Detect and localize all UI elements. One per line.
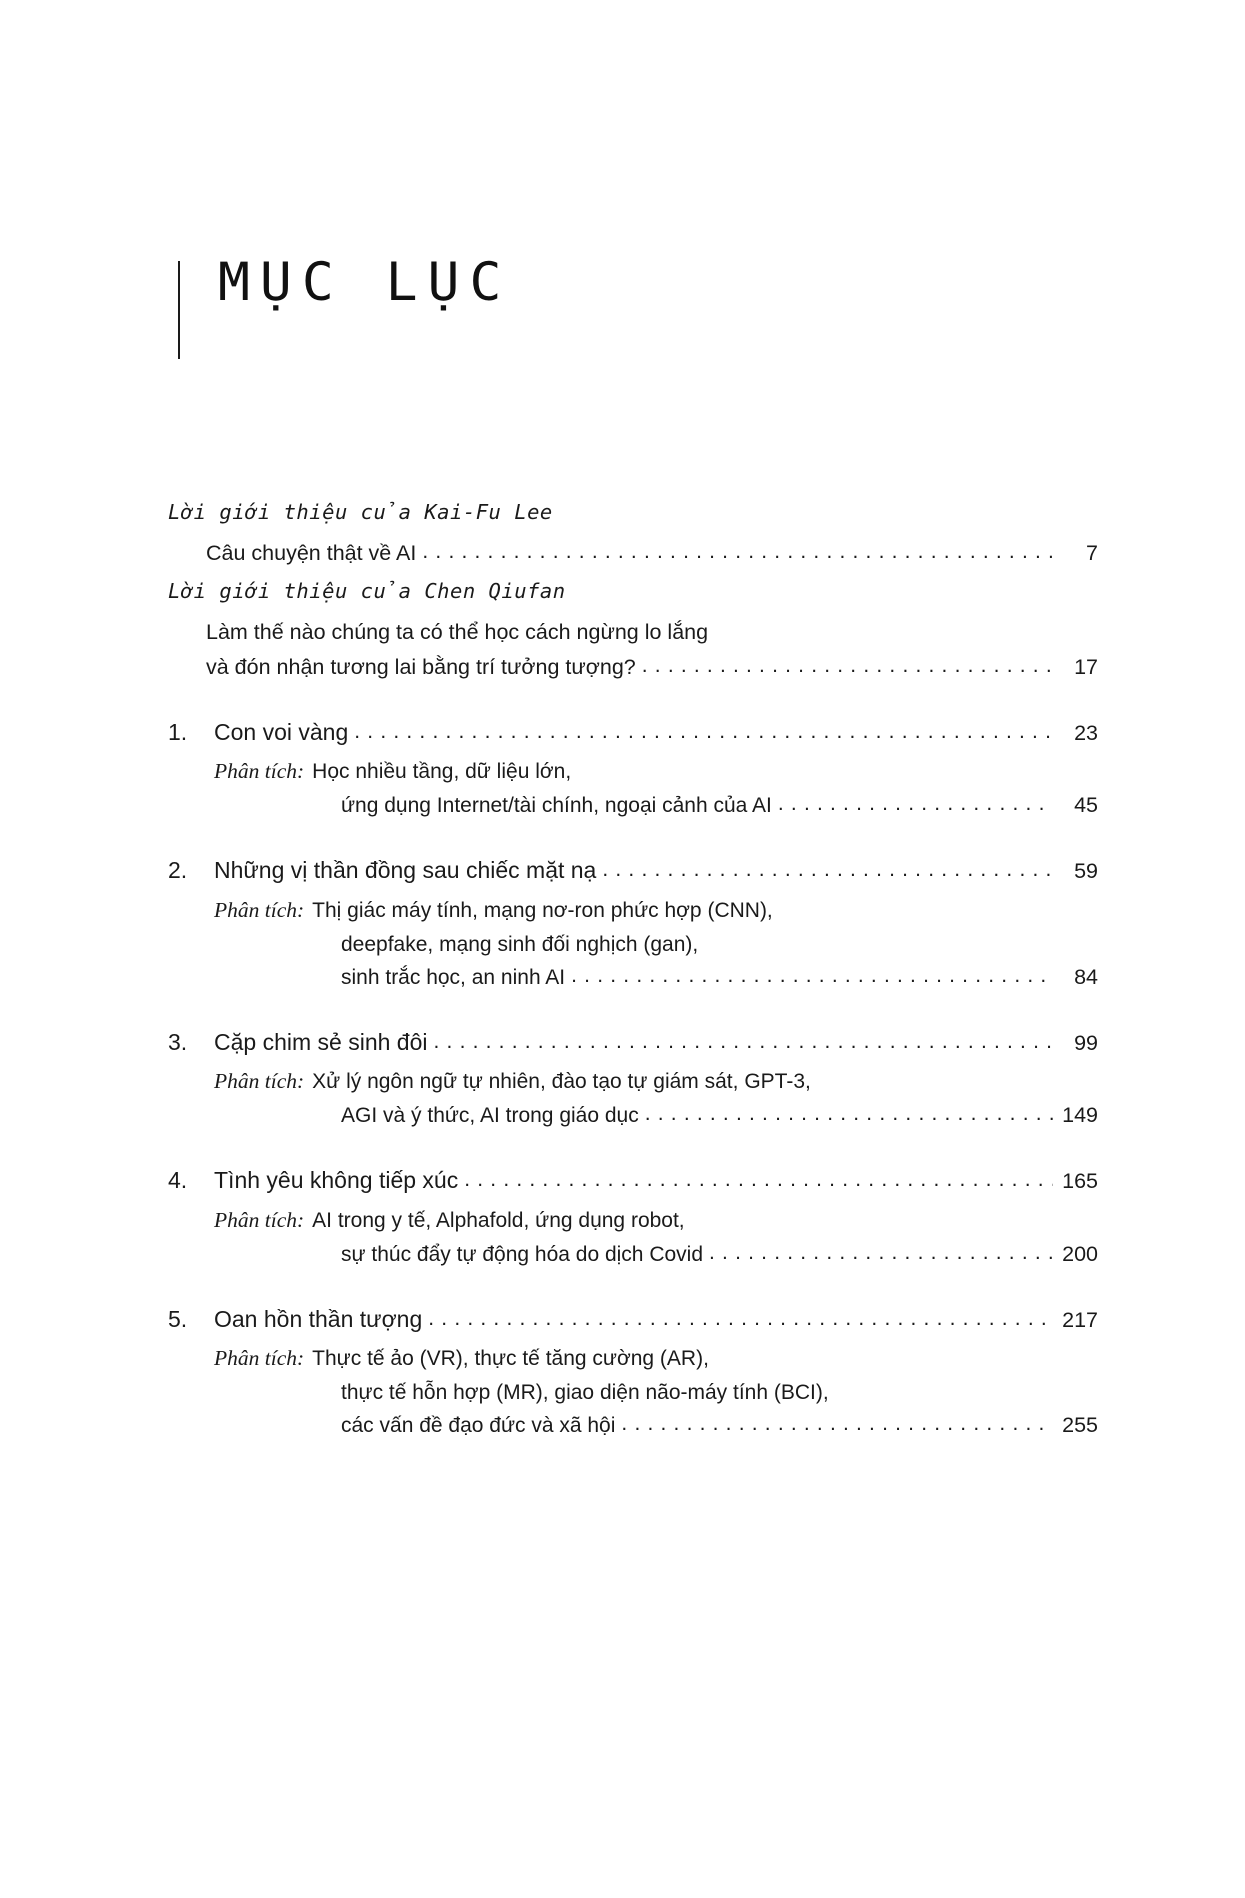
leader-dots: [571, 959, 1053, 992]
toc-chapter-page: 165: [1062, 1169, 1098, 1194]
toc-chapter-page: 217: [1062, 1307, 1098, 1332]
toc-chapter-entry[interactable]: [168, 1163, 1098, 1198]
toc-analysis-page: 200: [1062, 1241, 1098, 1266]
toc-entry-label: Làm thế nào chúng ta có thể học cách ngừng lo lắng: [206, 620, 709, 645]
toc-analysis-page: 84: [1074, 964, 1098, 989]
page-title-block: [178, 252, 1078, 365]
leader-dots: [642, 649, 1053, 683]
toc-chapter-title: Cặp chim sẻ sinh đôi: [214, 1028, 428, 1055]
leader-dots: [434, 1026, 1054, 1058]
table-of-contents: [168, 500, 1098, 1443]
analysis-label: Phân tích:: [214, 1207, 305, 1232]
toc-chapter-page: 99: [1074, 1030, 1098, 1055]
toc-analysis-line[interactable]: [168, 1099, 1098, 1133]
toc-chapter-entry[interactable]: [168, 1025, 1098, 1060]
toc-chapter-title: Những vị thần đồng sau chiếc mặt nạ: [214, 857, 597, 884]
toc-chapter-title: Tình yêu không tiếp xúc: [214, 1167, 459, 1194]
leader-dots: [621, 1407, 1053, 1440]
toc-analysis: [168, 1065, 1098, 1133]
toc-chapter-title: Con voi vàng: [214, 718, 349, 745]
leader-dots: [645, 1097, 1053, 1130]
toc-chapter: [168, 715, 1098, 823]
front-matter-group: [168, 579, 1098, 685]
toc-chapter: [168, 1163, 1098, 1271]
leader-dots: [464, 1164, 1053, 1196]
toc-chapter: [168, 1302, 1098, 1444]
analysis-text: AGI và ý thức, AI trong giáo dục: [341, 1104, 639, 1128]
toc-analysis: [168, 1342, 1098, 1443]
toc-analysis-line: [168, 1065, 1098, 1099]
toc-analysis: [168, 894, 1098, 995]
analysis-text: thực tế hỗn hợp (MR), giao diện não-máy tính (BCI),: [341, 1381, 829, 1405]
analysis-text: Học nhiều tầng, dữ liệu lớn,: [312, 760, 572, 784]
toc-entry-label: Câu chuyện thật về AI: [206, 541, 417, 565]
toc-chapter-number: 3.: [168, 1028, 188, 1055]
toc-analysis-line: [168, 755, 1098, 789]
front-matter-author: Lời giới thiệu của Kai-Fu Lee: [168, 500, 553, 524]
toc-analysis-page: 255: [1062, 1413, 1098, 1438]
toc-chapter-entry[interactable]: [168, 853, 1098, 888]
toc-chapter-title: Oan hồn thần tượng: [214, 1305, 423, 1332]
analysis-text: sự thúc đẩy tự động hóa do dịch Covid: [341, 1242, 704, 1266]
toc-chapter-page: 23: [1074, 720, 1098, 745]
analysis-text: sinh trắc học, an ninh AI: [341, 965, 566, 989]
toc-chapter-page: 59: [1074, 859, 1098, 884]
toc-chapter-number: 5.: [168, 1305, 188, 1332]
leader-dots: [354, 716, 1053, 748]
toc-chapter-number: 2.: [168, 857, 188, 884]
toc-entry[interactable]: [206, 650, 1098, 685]
toc-analysis-line[interactable]: [168, 789, 1098, 823]
analysis-text: AI trong y tế, Alphafold, ứng dụng robot,: [312, 1208, 685, 1232]
analysis-label: Phân tích:: [214, 759, 305, 784]
toc-analysis-line[interactable]: [168, 1238, 1098, 1272]
leader-dots: [422, 535, 1053, 569]
toc-chapter-number: 1.: [168, 718, 188, 745]
leader-dots: [602, 854, 1053, 886]
toc-analysis-line: [168, 1342, 1098, 1376]
leader-dots: [709, 1236, 1053, 1269]
leader-dots: [778, 787, 1053, 820]
toc-analysis: [168, 755, 1098, 823]
analysis-label: Phân tích:: [214, 897, 305, 922]
toc-entry-page: 17: [1074, 654, 1098, 679]
front-matter-group: [168, 500, 1098, 571]
analysis-label: Phân tích:: [214, 1069, 305, 1094]
front-matter-author: Lời giới thiệu của Chen Qiufan: [168, 579, 566, 604]
page-title: MỤC LỤC: [218, 252, 512, 313]
toc-chapter-number: 4.: [168, 1167, 188, 1194]
analysis-text: ứng dụng Internet/tài chính, ngoại cảnh của AI: [341, 794, 772, 818]
toc-analysis-line: [168, 894, 1098, 928]
toc-chapter-entry[interactable]: [168, 1302, 1098, 1337]
analysis-text: Thị giác máy tính, mạng nơ-ron phức hợp (CNN),: [312, 898, 773, 922]
toc-entry-line[interactable]: [206, 615, 1098, 650]
toc-entry[interactable]: [206, 536, 1098, 571]
toc-analysis: [168, 1204, 1098, 1272]
toc-chapter: [168, 853, 1098, 995]
toc-chapter: [168, 1025, 1098, 1133]
toc-analysis-line[interactable]: [168, 1409, 1098, 1443]
leader-dots: [428, 1303, 1053, 1335]
toc-entry-label: và đón nhận tương lai bằng trí tưởng tượng?: [206, 654, 636, 679]
toc-analysis-line: [168, 1204, 1098, 1238]
toc-entry-page: 7: [1086, 541, 1098, 565]
analysis-text: Thực tế ảo (VR), thực tế tăng cường (AR),: [312, 1347, 709, 1371]
toc-analysis-page: 149: [1062, 1103, 1098, 1128]
toc-chapter-entry[interactable]: [168, 715, 1098, 750]
toc-analysis-page: 45: [1074, 793, 1098, 818]
title-rule-divider: [178, 261, 180, 359]
analysis-text: deepfake, mạng sinh đối nghịch (gan),: [341, 932, 699, 956]
toc-analysis-line: [168, 1376, 1098, 1409]
analysis-text: các vấn đề đạo đức và xã hội: [341, 1414, 616, 1438]
toc-analysis-line[interactable]: [168, 961, 1098, 995]
analysis-label: Phân tích:: [214, 1346, 305, 1371]
toc-analysis-line: [168, 928, 1098, 961]
analysis-text: Xử lý ngôn ngữ tự nhiên, đào tạo tự giám sát, GPT-3,: [312, 1070, 811, 1094]
